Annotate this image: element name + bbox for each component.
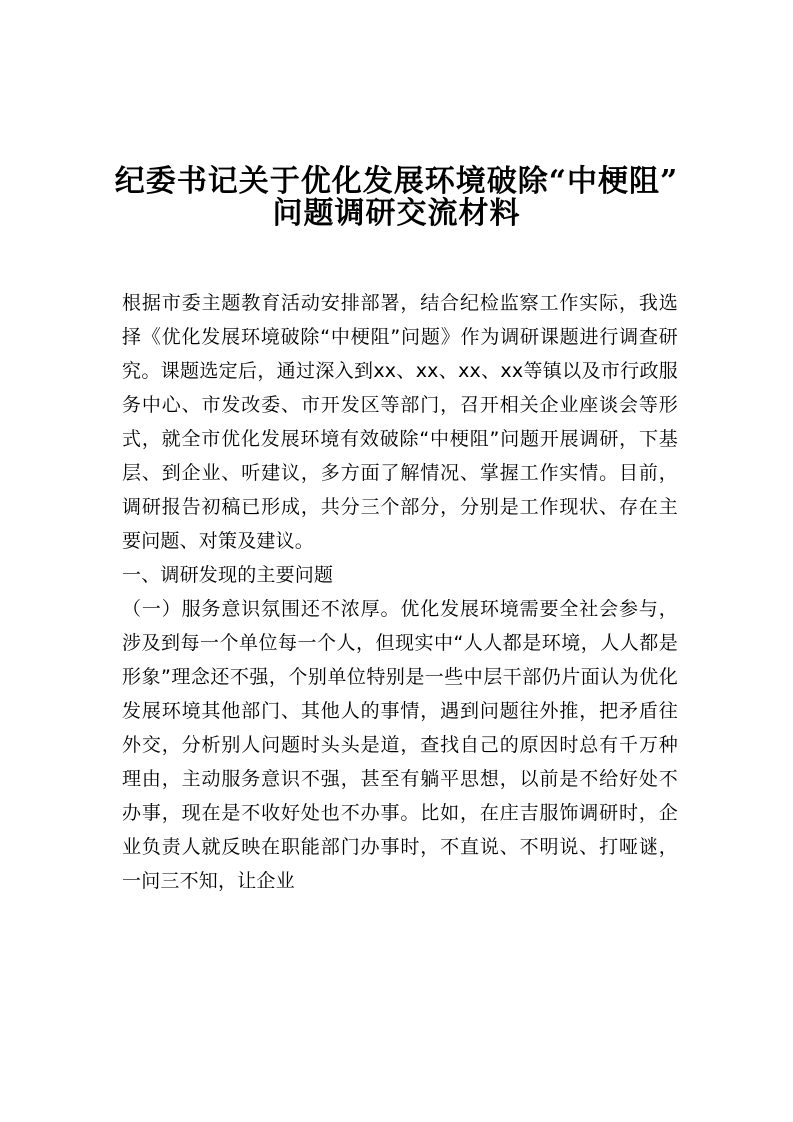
document-title-line-1: 纪委书记关于优化发展环境破除“中梗阻” <box>114 164 679 199</box>
document-title-line-2: 问题调研交流材料 <box>272 196 521 231</box>
section-heading: 一、调研发现的主要问题 <box>122 564 334 586</box>
intro-paragraph: 根据市委主题教育活动安排部署，结合纪检监察工作实际，我选择《优化发展环境破除“中梗阻”问题》作为调研课题进行调查研究。课题选定后，通过深入到xx、xx、xx、xx等镇以及市行政服务中心、市发改委、市开发区等部门，召开相关企业座谈会等形式，就全市优化发展环境有效破除“中梗阻”问题开展调研，下基层、到企业、听建议，多方面了解情况、掌握工作实情。目前，调研报告初稿已形成，共分三个部分，分别是工作现状、存在主要问题、对策及建议。 <box>122 292 678 552</box>
document-body <box>122 286 678 898</box>
section-paragraph: （一）服务意识氛围还不浓厚。优化发展环境需要全社会参与，涉及到每一个单位每一个人，但现实中“人人都是环境，人人都是形象”理念还不强，个别单位特别是一些中层干部仍片面认为优化发展环境其他部门、其他人的事情，遇到问题往外推，把矛盾往外交，分析别人问题时头头是道，查找自己的原因时总有千万种理由，主动服务意识不强，甚至有躺平思想，以前是不给好处不办事，现在是不收好处也不办事。比如，在庄吉服饰调研时，企业负责人就反映在职能部门办事时，不直说、不明说、打哑谜，一问三不知，让企业 <box>122 598 678 892</box>
